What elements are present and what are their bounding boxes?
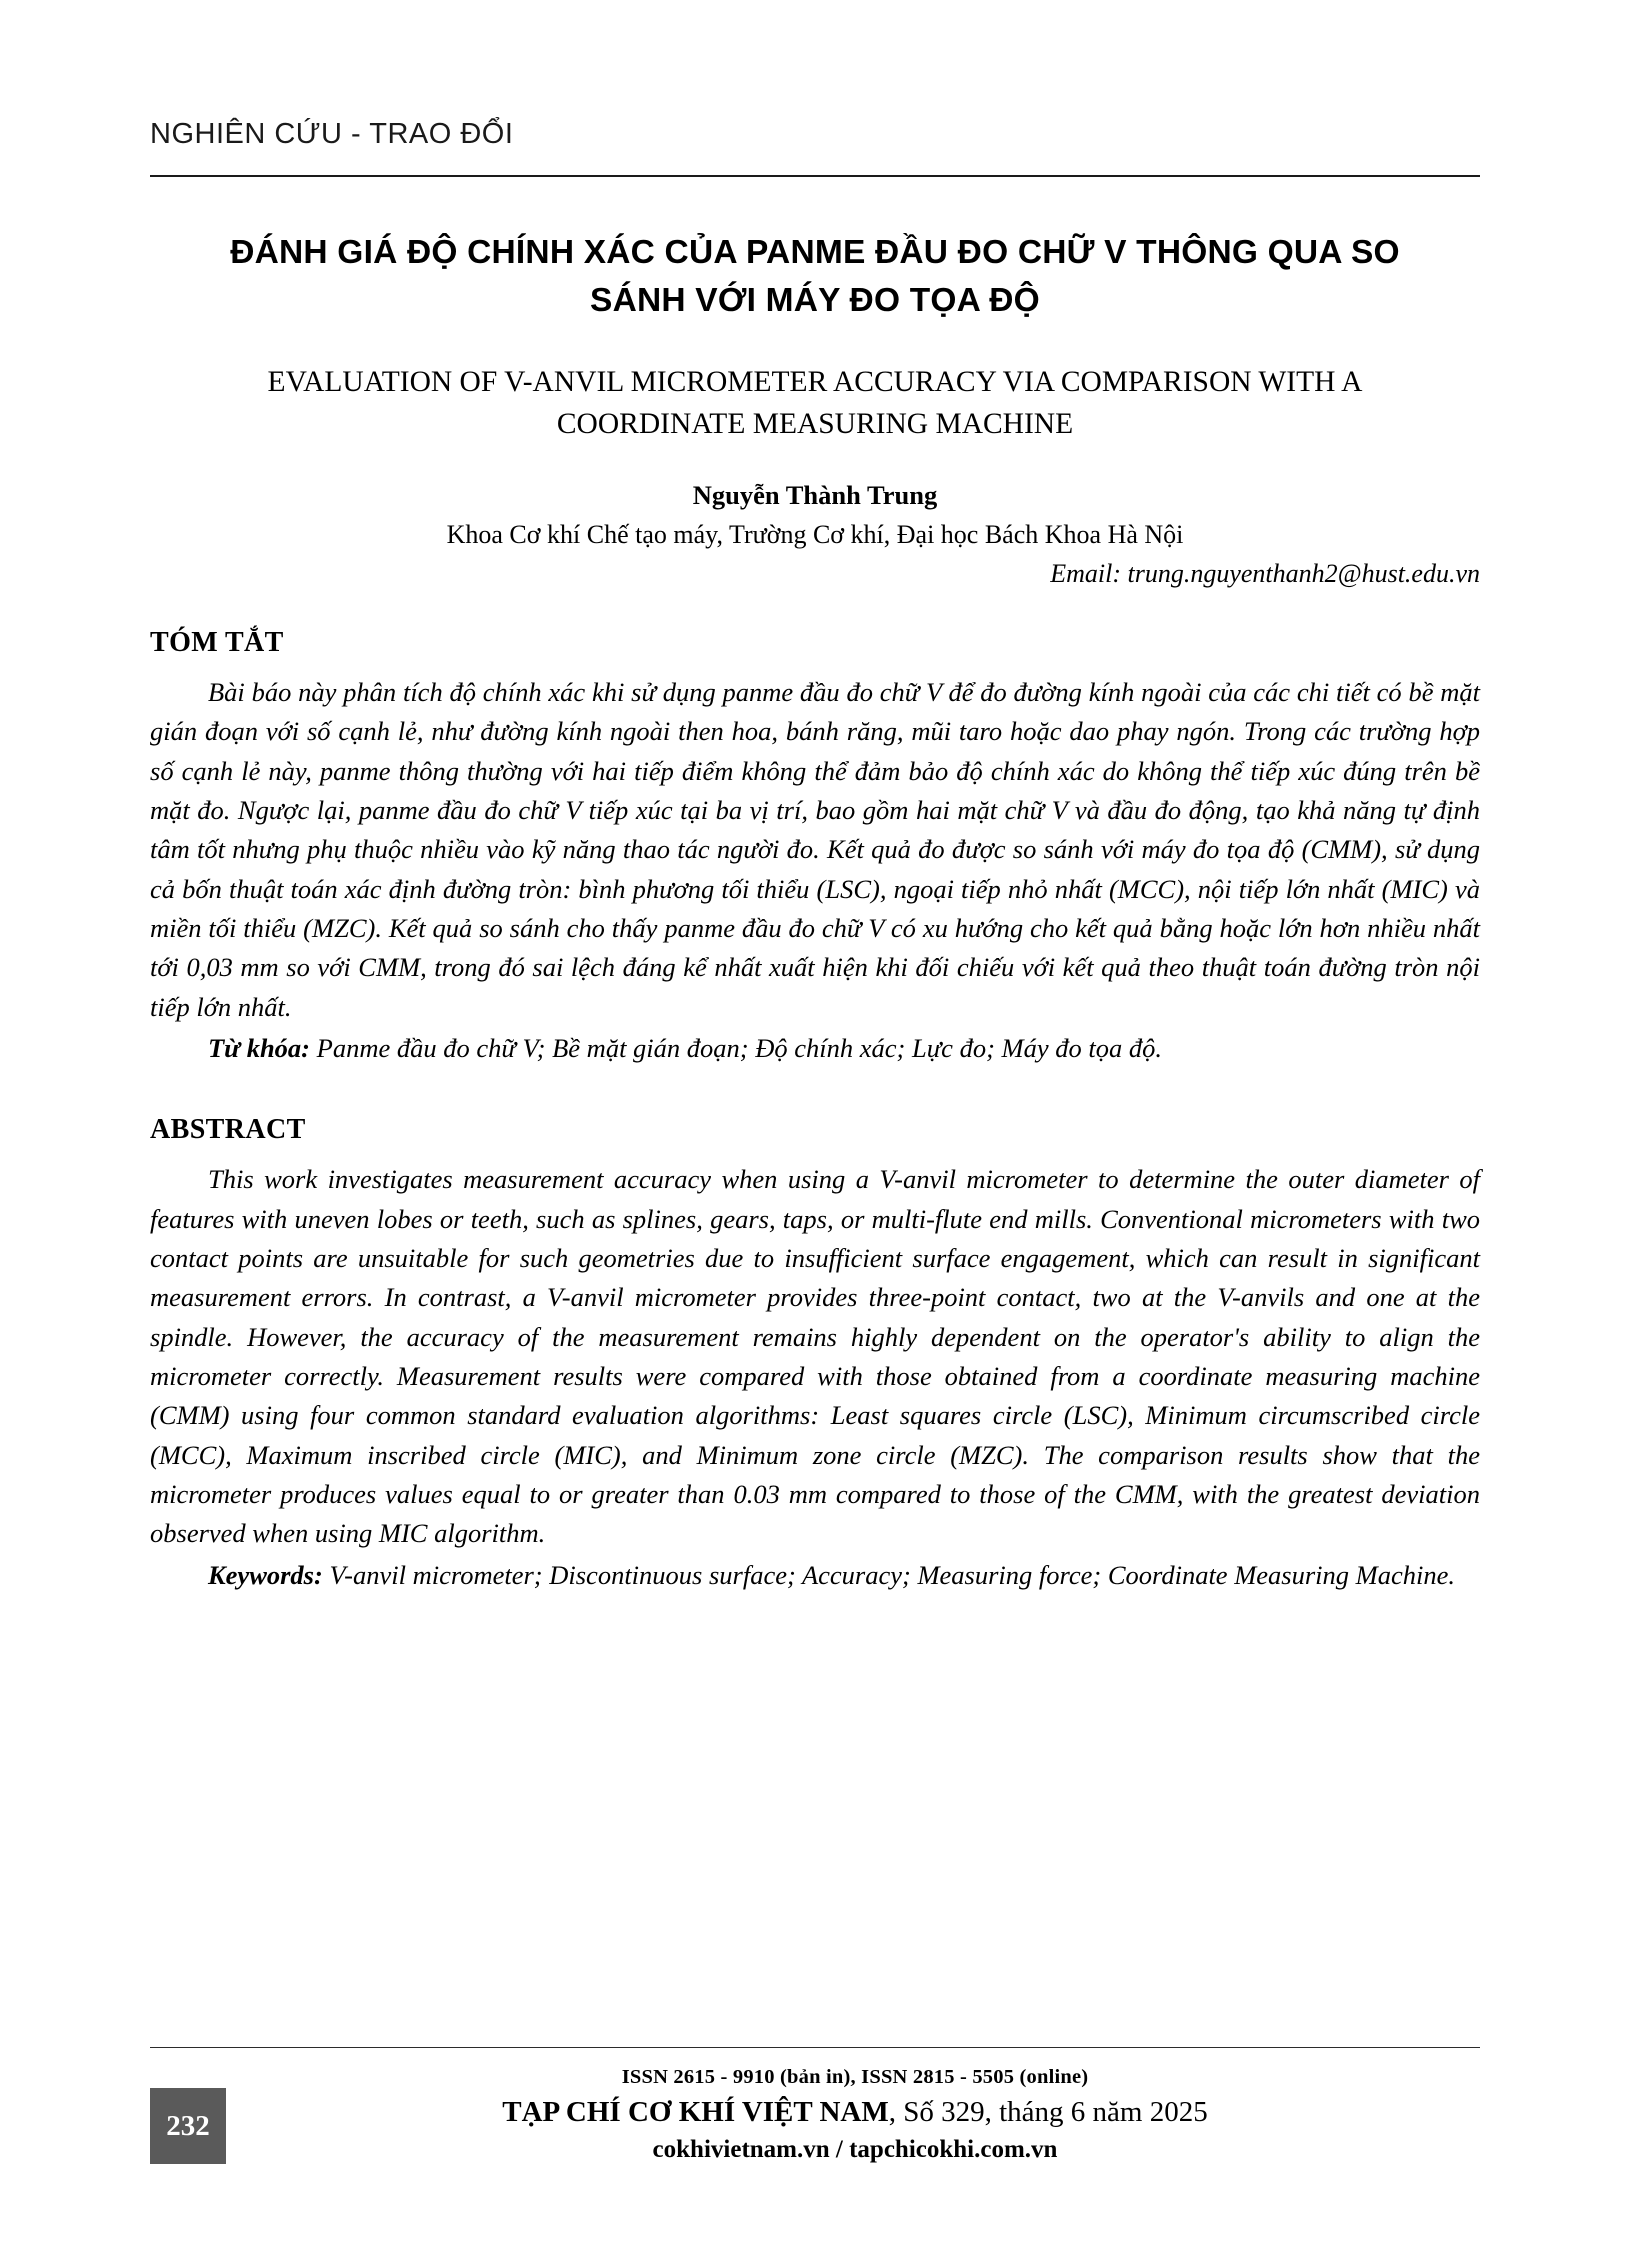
page-title-english: EVALUATION OF V-ANVIL MICROMETER ACCURACY VIA COMPARISON WITH A COORDINATE MEASURING MACHINE <box>267 366 1363 440</box>
keywords-vi <box>150 1029 1480 1068</box>
footer-text-block <box>226 2066 1480 2164</box>
keywords-en <box>150 1556 1480 1595</box>
abstract-en-heading: ABSTRACT <box>150 1114 306 1146</box>
footer-journal-issue: , Số 329, tháng 6 năm 2025 <box>888 2096 1208 2128</box>
abstract-vi-heading: TÓM TẮT <box>150 626 284 658</box>
author-affiliation: Khoa Cơ khí Chế tạo máy, Trường Cơ khí, Đại học Bách Khoa Hà Nội <box>446 519 1184 549</box>
author-name: Nguyễn Thành Trung <box>692 479 938 510</box>
footer-website: cokhivietnam.vn / tapchicokhi.com.vn <box>652 2136 1058 2163</box>
abstract-en-body: This work investigates measurement accuracy when using a V-anvil micrometer to determine the outer diameter of features with uneven lobes or teeth, such as splines, gears, taps, or multi-flute end mills. Conventional micrometers with two contact points are unsuitable for such geometries due to insufficient surface engagement, which can result in significant measurement errors. In contrast, a V-anvil micrometer provides three-point contact, two at the V-anvils and one at the spindle. However, the accuracy of the measurement remains highly dependent on the operator's ability to align the micrometer correctly. Measurement results were compared with those obtained from a coordinate measuring machine (CMM) using four common standard evaluation algorithms: Least squares circle (LSC), Minimum circumscribed circle (MCC), Maximum inscribed circle (MIC), and Minimum zone circle (MZC). The comparison results show that the micrometer produces values equal to or greater than 0.03 mm compared to those of the CMM, with the greatest deviation observed when using MIC algorithm. <box>150 1164 1480 1549</box>
keywords-en-value: V-anvil micrometer; Discontinuous surface; Accuracy; Measuring force; Coordinate Measuring Machine. <box>329 1559 1455 1590</box>
abstract-vi-body: Bài báo này phân tích độ chính xác khi sử dụng panme đầu đo chữ V để đo đường kính ngoài của các chi tiết có bề mặt gián đoạn với số cạnh lẻ, như đường kính ngoài then hoa, bánh răng, mũi taro hoặc dao phay ngón. Trong các trường hợp số cạnh lẻ này, panme thông thường với hai tiếp điểm không thể đảm bảo độ chính xác do không thể tiếp xúc đúng trên bề mặt đo. Ngược lại, panme đầu đo chữ V tiếp xúc tại ba vị trí, bao gồm hai mặt chữ V và đầu đo động, tạo khả năng tự định tâm tốt nhưng phụ thuộc nhiều vào kỹ năng thao tác người đo. Kết quả đo được so sánh với máy đo tọa độ (CMM), sử dụng cả bốn thuật toán xác định đường tròn: bình phương tối thiểu (LSC), ngoại tiếp nhỏ nhất (MCC), nội tiếp lớn nhất (MIC) và miền tối thiểu (MZC). Kết quả so sánh cho thấy panme đầu đo chữ V có xu hướng cho kết quả bằng hoặc lớn hơn nhiều nhất tới 0,03 mm so với CMM, trong đó sai lệch đáng kể nhất xuất hiện khi đối chiếu với kết quả theo thuật toán đường tròn nội tiếp lớn nhất. <box>150 676 1480 1022</box>
keywords-vi-value: Panme đầu đo chữ V; Bề mặt gián đoạn; Độ chính xác; Lực đo; Máy đo tọa độ. <box>316 1032 1162 1063</box>
author-email: Email: trung.nguyenthanh2@hust.edu.vn <box>1050 558 1480 588</box>
footer-journal <box>230 2096 1480 2129</box>
keywords-vi-label: Từ khóa: <box>208 1032 311 1063</box>
keywords-en-label: Keywords: <box>208 1559 323 1590</box>
footer-issn: ISSN 2615 - 9910 (bản in), ISSN 2815 - 5505 (online) <box>621 2066 1089 2088</box>
page-footer <box>150 2047 1480 2164</box>
running-head: NGHIÊN CỨU - TRAO ĐỔI <box>150 118 514 150</box>
footer-divider <box>150 2047 1480 2048</box>
header-divider <box>150 175 1480 177</box>
footer-journal-name: TẠP CHÍ CƠ KHÍ VIỆT NAM <box>502 2096 889 2128</box>
page-title-vietnamese: ĐÁNH GIÁ ĐỘ CHÍNH XÁC CỦA PANME ĐẦU ĐO CHỮ V THÔNG QUA SO SÁNH VỚI MÁY ĐO TỌA ĐỘ <box>230 234 1400 319</box>
page-number: 232 <box>150 2088 226 2164</box>
